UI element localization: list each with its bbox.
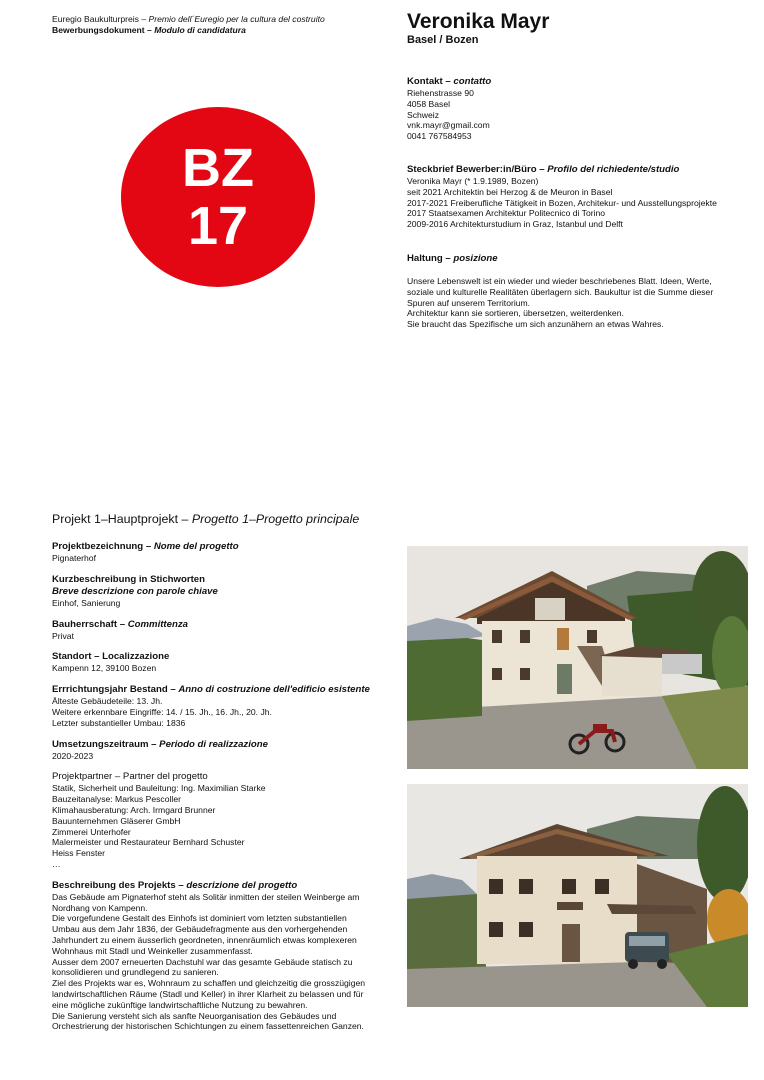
client-block	[52, 619, 397, 642]
applicant-block	[407, 10, 747, 47]
year-line: Älteste Gebäudeteile: 13. Jh.	[52, 696, 163, 707]
description-line: Die Sanierung versteht sich als sanfte Neuorganisation des Gebäudes und	[52, 1010, 337, 1021]
year-block	[52, 684, 397, 728]
farmhouse-photo-2-image	[407, 784, 748, 1007]
bz17-badge	[121, 107, 315, 287]
description-line: Das Gebäude am Pignaterhof steht als Solitär inmitten der steilen Weinberge am	[52, 891, 360, 902]
stance-line: Architektur kann sie sortieren, übersetzen, weiterdenken.	[407, 308, 624, 319]
heading-de: Bauherrschaft –	[52, 618, 128, 630]
profile-lines	[407, 176, 759, 230]
year-line: Letzter substantieller Umbau: 1836	[52, 717, 186, 728]
stance-line: Spuren auf unserem Territorium.	[407, 297, 531, 308]
heading-it: Periodo di realizzazione	[159, 738, 268, 750]
keywords-block	[52, 574, 397, 609]
location-value: Kampenn 12, 39100 Bozen	[52, 663, 157, 674]
partner-line: Heiss Fenster	[52, 848, 106, 859]
stance-heading	[407, 253, 759, 265]
farmhouse-photo-1-image	[407, 546, 748, 769]
header-subtitle-it: Modulo di candidatura	[154, 24, 246, 35]
profile-line: Veronika Mayr (* 1.9.1989, Bozen)	[407, 176, 539, 186]
description-line: Jahrhundert zu einem äusserlich geordneten, innenräumlich etwas komplexeren	[52, 934, 357, 945]
heading-de: Errrichtungsjahr Bestand –	[52, 684, 179, 696]
stance-section	[407, 253, 759, 330]
contact-heading-it: contatto	[453, 76, 492, 87]
description-line: Ausser dem 2007 erneuerten Dachstuhl war das gesamte Gebäude statisch zu	[52, 956, 353, 967]
contact-lines	[407, 88, 757, 142]
description-line: eine mögliche zukünftige landwirtschaftliche Nutzung zu bewahren.	[52, 999, 308, 1010]
partner-line: Bauunternehmen Gläserer GmbH	[52, 815, 181, 826]
farmhouse-photo-2	[407, 784, 748, 1007]
description-line: Ziel des Projekts war es, Wohnraum zu schaffen und gleichzeitig die grosszügigen	[52, 978, 366, 989]
header-line-2	[52, 25, 392, 36]
header-subtitle: Bewerbungsdokument	[52, 24, 145, 35]
project-title-de: Projekt 1–Hauptprojekt –	[52, 512, 192, 526]
heading-it: Anno di costruzione dell'edificio esistente	[178, 684, 370, 696]
stance-line: Sie braucht das Spezifische um sich anzunähern an etwas Wahres.	[407, 319, 664, 330]
location-heading: Standort – Localizzazione	[52, 651, 170, 663]
header-line-1	[52, 14, 392, 25]
project-details	[52, 541, 397, 1032]
heading-de: Umsetzungszeitraum –	[52, 738, 160, 750]
project-title-it: Progetto 1–Progetto principale	[191, 512, 360, 526]
contact-city: 4058 Basel	[407, 98, 451, 109]
applicant-name: Veronika Mayr	[407, 10, 550, 33]
profile-section	[407, 164, 759, 230]
description-line: Die vorgefundene Gestalt des Einhofs ist dominiert vom letzten substantiellen	[52, 913, 347, 924]
contact-street: Riehenstrasse 90	[407, 88, 474, 98]
keywords-heading-it: Breve descrizione con parole chiave	[52, 585, 218, 597]
contact-section	[407, 76, 757, 142]
description-line: konsolidieren und grundlegend zu sanieren.	[52, 967, 219, 978]
period-value: 2020-2023	[52, 750, 94, 761]
heading-it: descrizione del progetto	[186, 879, 298, 891]
description-line: Wohnhaus mit Stadl und Weinkeller zusammenfasst.	[52, 945, 253, 956]
header-title: Euregio Baukulturpreis	[52, 14, 139, 24]
keywords-value: Einhof, Sanierung	[52, 597, 121, 608]
badge-line-2: 17	[187, 196, 249, 256]
badge-line-1: BZ	[182, 138, 254, 198]
description-line: landwirtschaftlichen Räume (Stadl und Keller) in ihrer Klarheit zu belassen und für	[52, 988, 364, 999]
profile-line: seit 2021 Architektin bei Herzog & de Meuron in Basel	[407, 186, 613, 197]
contact-heading	[407, 76, 757, 88]
contact-country: Schweiz	[407, 109, 439, 120]
partner-line: Zimmerei Unterhofer	[52, 826, 131, 837]
partner-line: Malermeister und Restaurateur Bernhard Schuster	[52, 837, 245, 848]
description-block	[52, 880, 397, 1032]
header-separator: –	[138, 14, 149, 24]
keywords-heading: Kurzbeschreibung in Stichworten	[52, 573, 205, 585]
heading-de: Projektbezeichnung –	[52, 541, 154, 552]
partner-line: Statik, Sicherheit und Bauleitung: Ing. Maximilian Starke	[52, 783, 266, 794]
period-heading	[52, 739, 397, 751]
year-heading	[52, 684, 397, 696]
partner-line: …	[52, 858, 61, 869]
profile-line: 2017-2021 Freiberufliche Tätigkeit in Bozen, Architekur- und Ausstellungsprojekte	[407, 197, 717, 208]
profile-heading	[407, 164, 759, 176]
document-header	[52, 14, 392, 36]
header-separator-2: –	[144, 24, 155, 35]
farmhouse-photo-1	[407, 546, 748, 769]
contact-heading-de: Kontakt –	[407, 76, 454, 87]
description-line: Orchestrierung der historischen Schichtungen zu einem fassettenreichen Ganzen.	[52, 1021, 364, 1032]
partner-line: Klimahausberatung: Arch. Irmgard Brunner	[52, 804, 216, 815]
heading-de: Beschreibung des Projekts –	[52, 879, 187, 891]
description-heading	[52, 880, 397, 892]
year-line: Weitere erkennbare Eingriffe: 14. / 15. Jh., 16. Jh., 20. Jh.	[52, 706, 272, 717]
header-title-it: Premio dell´Euregio per la cultura del costruito	[148, 14, 325, 24]
client-heading	[52, 619, 397, 631]
description-line: Umbau aus dem Jahr 1836, der Gebäudefragmente aus den vorhergehenden	[52, 924, 348, 935]
stance-line: Unsere Lebenswelt ist ein wieder und wieder beschriebenes Blatt. Ideen, Werte,	[407, 276, 712, 286]
contact-email: vnk.mayr@gmail.com	[407, 120, 490, 131]
applicant-location: Basel / Bozen	[407, 34, 479, 46]
location-block	[52, 651, 397, 674]
project-name-block	[52, 541, 397, 564]
stance-lines	[407, 276, 759, 330]
partners-block	[52, 771, 397, 869]
contact-phone: 0041 767584953	[407, 131, 472, 142]
project-title	[52, 512, 412, 527]
profile-heading-de: Steckbrief Bewerber:in/Büro –	[407, 164, 548, 175]
heading-it: Nome del progetto	[153, 541, 239, 552]
project-name-heading	[52, 541, 397, 553]
profile-line: 2009-2016 Architekturstudium in Graz, Istanbul und Delft	[407, 219, 623, 230]
stance-heading-de: Haltung –	[407, 253, 454, 264]
stance-line: soziale und kulturelle Realitäten überlagern sich. Baukultur ist die Summe dieser	[407, 286, 714, 297]
description-line: Nordhang von Kampenn.	[52, 902, 148, 913]
profile-line: 2017 Staatsexamen Architektur Politecnico di Torino	[407, 208, 606, 219]
client-value: Privat	[52, 630, 74, 641]
heading-it: Committenza	[127, 618, 188, 630]
stance-heading-it: posizione	[453, 253, 498, 264]
partners-heading: Projektpartner – Partner del progetto	[52, 771, 208, 783]
partner-line: Bauzeitanalyse: Markus Pescoller	[52, 794, 181, 805]
period-block	[52, 739, 397, 762]
profile-heading-it: Profilo del richiedente/studio	[547, 164, 680, 175]
project-name-value: Pignaterhof	[52, 553, 96, 563]
